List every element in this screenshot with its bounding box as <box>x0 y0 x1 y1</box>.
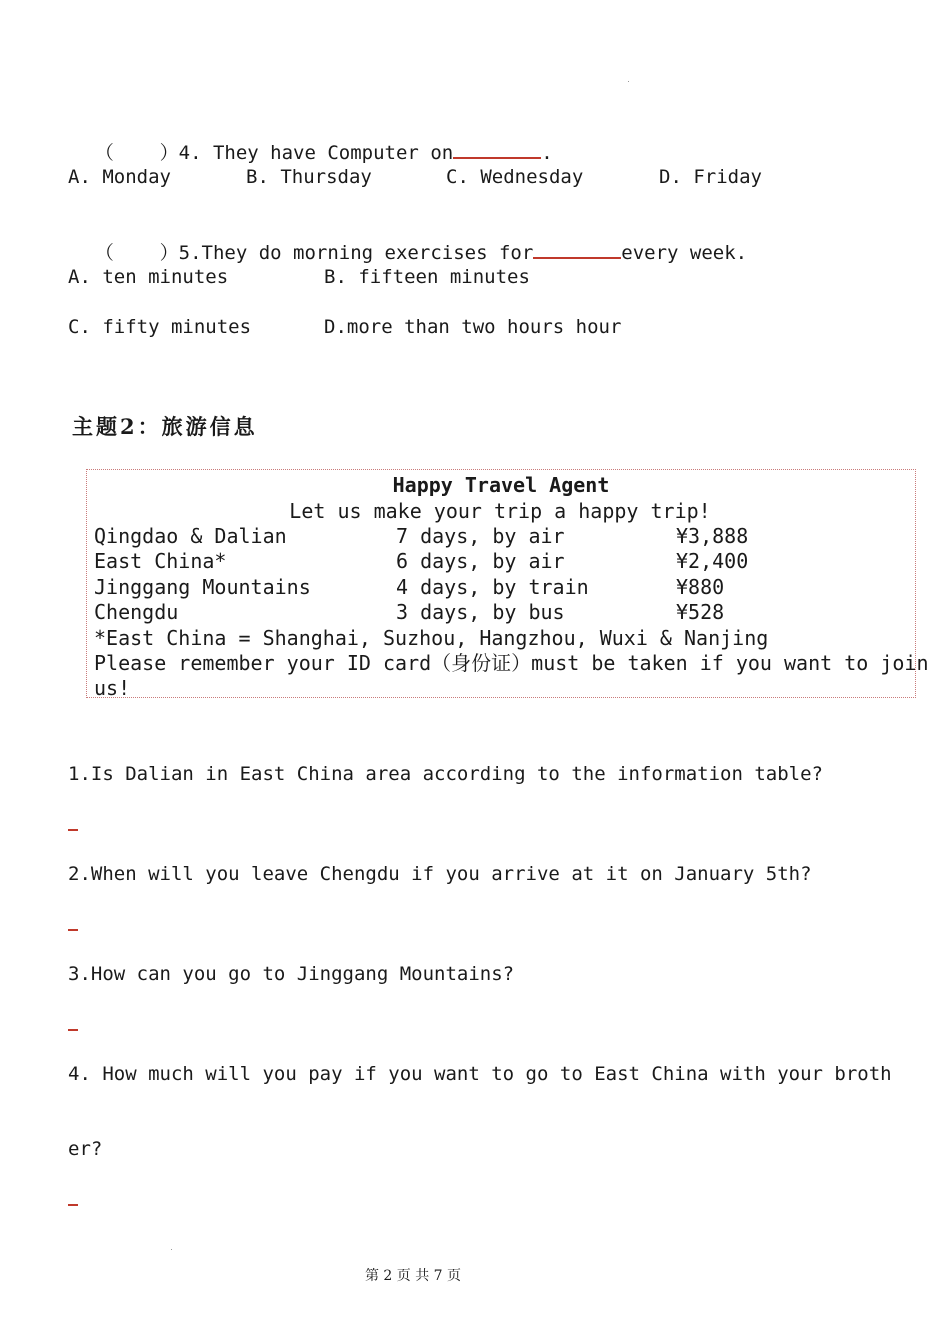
row-place: Jinggang Mountains <box>94 575 311 599</box>
answer-paren: （ ） <box>94 242 179 264</box>
row-duration: 7 days, by air <box>396 524 565 548</box>
row-duration: 4 days, by train <box>396 575 589 599</box>
answer-line[interactable] <box>68 929 78 931</box>
stray-dot <box>171 1249 172 1250</box>
answer-blank[interactable] <box>453 139 541 159</box>
answer-blank[interactable] <box>533 239 621 259</box>
option-b: B. fifteen minutes <box>324 266 530 288</box>
box-reminder: Please remember your ID card（身份证）must be taken if you want to join <box>94 651 929 675</box>
option-c: C. Wednesday <box>446 166 584 188</box>
question-5 <box>72 215 747 265</box>
row-place: Qingdao & Dalian <box>94 524 287 548</box>
option-b: B. Thursday <box>246 166 372 188</box>
row-duration: 3 days, by bus <box>396 600 565 624</box>
row-price: ¥528 <box>676 600 725 624</box>
question-text: 5.They do morning exercises for <box>178 242 534 264</box>
question-3: 3.How can you go to Jinggang Mountains? <box>68 963 515 985</box>
option-d: D. Friday <box>659 166 762 188</box>
question-4 <box>72 115 553 165</box>
box-subtitle: Let us make your trip a happy trip! <box>289 499 711 523</box>
answer-line[interactable] <box>68 1029 78 1031</box>
question-4-cont: er? <box>68 1138 103 1160</box>
question-4-bottom: 4. How much will you pay if you want to go to East China with your broth <box>68 1063 892 1085</box>
row-price: ¥880 <box>676 575 725 599</box>
question-1: 1.Is Dalian in East China area according to the information table? <box>68 763 823 785</box>
box-title: Happy Travel Agent <box>392 473 610 497</box>
stray-dot <box>628 81 629 82</box>
answer-line[interactable] <box>68 829 78 831</box>
answer-paren: （ ） <box>94 142 179 164</box>
row-duration: 6 days, by air <box>396 549 565 573</box>
question-text: 4. They have Computer on <box>178 142 454 164</box>
row-place: Chengdu <box>94 600 179 624</box>
option-c: C. fifty minutes <box>68 316 252 338</box>
row-price: ¥2,400 <box>676 549 749 573</box>
box-reminder-cont: us! <box>94 676 131 700</box>
box-note: *East China = Shanghai, Suzhou, Hangzhou, Wuxi & Nanjing <box>94 626 769 650</box>
page-footer: 第 2 页 共 7 页 <box>364 1268 462 1284</box>
option-a: A. Monday <box>68 166 171 188</box>
row-place: East China* <box>94 549 227 573</box>
option-d: D.more than two hours hour <box>324 316 622 338</box>
option-a: A. ten minutes <box>68 266 229 288</box>
row-price: ¥3,888 <box>676 524 749 548</box>
question-2: 2.When will you leave Chengdu if you arrive at it on January 5th? <box>68 863 812 885</box>
question-text-end: every week. <box>621 242 748 264</box>
section-heading: 主题2：旅游信息 <box>72 414 258 439</box>
question-text-end: . <box>541 142 553 164</box>
answer-line[interactable] <box>68 1204 78 1206</box>
